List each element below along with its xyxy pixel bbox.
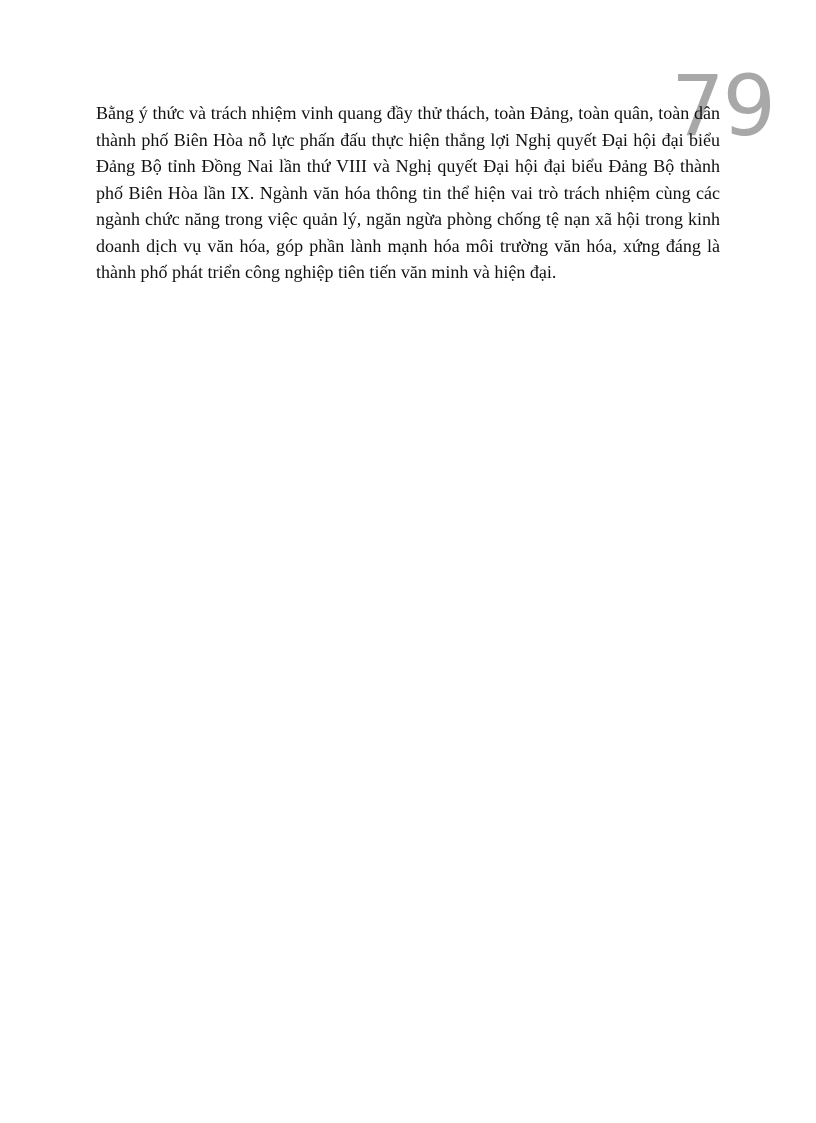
body-paragraph: Bằng ý thức và trách nhiệm vinh quang đầy thử thách, toàn Đảng, toàn quân, toàn dân thành phố Biên Hòa nỗ lực phấn đấu thực hiện thắng lợi Nghị quyết Đại hội đại biểu Đảng Bộ tỉnh Đồng Nai lần thứ VIII và Nghị quyết Đại hội đại biểu Đảng Bộ thành phố Biên Hòa lần IX. Ngành văn hóa thông tin thể hiện vai trò trách nhiệm cùng các ngành chức năng trong việc quản lý, ngăn ngừa phòng chống tệ nạn xã hội trong kinh doanh dịch vụ văn hóa, góp phần lành mạnh hóa môi trường văn hóa, xứng đáng là thành phố phát triển công nghiệp tiên tiến văn minh và hiện đại. <box>96 103 720 282</box>
page-number: 79 <box>671 57 774 155</box>
